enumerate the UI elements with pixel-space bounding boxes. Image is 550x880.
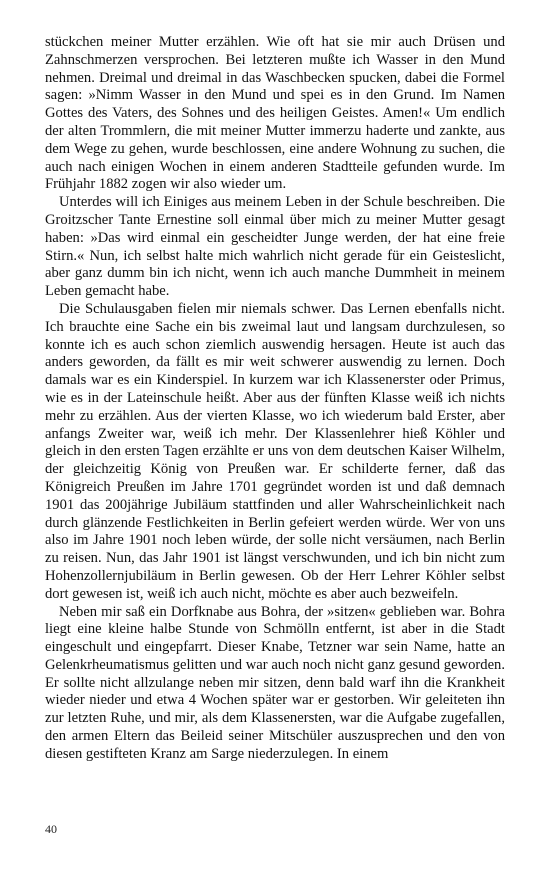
paragraph: stückchen meiner Mutter erzählen. Wie oft hat sie mir auch Drüsen und Zahnschmerzen versprochen. Bei letzteren mußte ich Wasser in den Mund nehmen. Dreimal und dreimal in das Waschbecken spucken, dabei die Formel sagen: »Nimm Wasser in den Mund und spei es in den Grund. Im Namen Gottes des Vaters, des Sohnes und des heiligen Geistes. Amen!« Um endlich der alten Trommlern, die mit meiner Mutter immerzu haderte und zankte, aus dem Wege zu gehen, wurde beschlossen, eine andere Wohnung zu suchen, die auch nach einigen Wochen in einem anderen Stadtteile gefunden wurde. Im Frühjahr 1882 zogen wir also wieder um. xyxy=(45,34,505,193)
page-number: 40 xyxy=(45,822,57,836)
paragraph: Neben mir saß ein Dorfknabe aus Bohra, der »sitzen« geblieben war. Bohra liegt eine kleine halbe Stunde von Schmölln entfernt, ist aber in die Stadt eingeschult und eingepfarrt. Dieser Knabe, Tetzner war sein Name, hatte an Gelenkrheumatismus gelitten und war auch noch nicht ganz gesund geworden. Er sollte nicht allzulange neben mir sitzen, denn bald warf ihn die Krankheit wieder nieder und etwa 4 Wochen später war er gestorben. Wir geleiteten ihn zur letzten Ruhe, und mir, als dem Klassenersten, war die Aufgabe zugefallen, den armen Eltern das Beileid seiner Mitschüler auszusprechen und den von diesen gestifteten Kranz am Sarge niederzulegen. In einem xyxy=(45,603,505,762)
paragraph: Die Schulausgaben fielen mir niemals schwer. Das Lernen ebenfalls nicht. Ich brauchte eine Sache ein bis zweimal laut und langsam durchzulesen, so konnte ich es auch schon ziemlich auswendig hersagen. Heute ist auch das anders geworden, da fällt es mir weit schwerer auswendig zu lernen. Doch damals war es ein Kinderspiel. In kurzem war ich Klassenerster oder Primus, wie es in der Lateinschule heißt. Aber aus der fünften Klasse weiß ich nichts mehr zu erzählen. Aus der vierten Klasse, wo ich wiederum bald Erster, aber anfangs Zweiter war, weiß ich mehr. Der Klassenlehrer hieß Köhler und gleich in den ersten Tagen erzählte er uns von dem deutschen Kaiser Wilhelm, der gleichzeitig König von Preußen war. Er schilderte ferner, daß das Königreich Preußen im Jahre 1701 gegründet worden ist und daß demnach 1901 das 200jährige Jubiläum stattfinden und aller Wahrscheinlichkeit nach durch glänzende Festlichkeiten in Berlin gefeiert werden würde. Wer von uns also im Jahre 1901 noch leben würde, der solle nicht versäumen, nach Berlin zu reisen. Nun, das Jahr 1901 ist längst verschwunden, und ich bin nicht zum Hohenzollernjubiläum in Berlin gewesen. Ob der Herr Lehrer Köhler selbst dort gewesen ist, weiß ich auch nicht, möchte es aber auch bezweifeln. xyxy=(45,300,505,602)
page-body xyxy=(45,34,505,764)
paragraph: Unterdes will ich Einiges aus meinem Leben in der Schule beschreiben. Die Groitzscher Tante Ernestine soll einmal über mich zu meiner Mutter gesagt haben: »Das wird einmal ein gescheidter Junge werden, der hat eine freie Stirn.« Nun, ich selbst halte mich wahrlich nicht gerade für ein Geisteslicht, aber ganz dumm bin ich nicht, wenn ich auch manche Dummheit in meinem Leben gemacht habe. xyxy=(45,194,505,300)
